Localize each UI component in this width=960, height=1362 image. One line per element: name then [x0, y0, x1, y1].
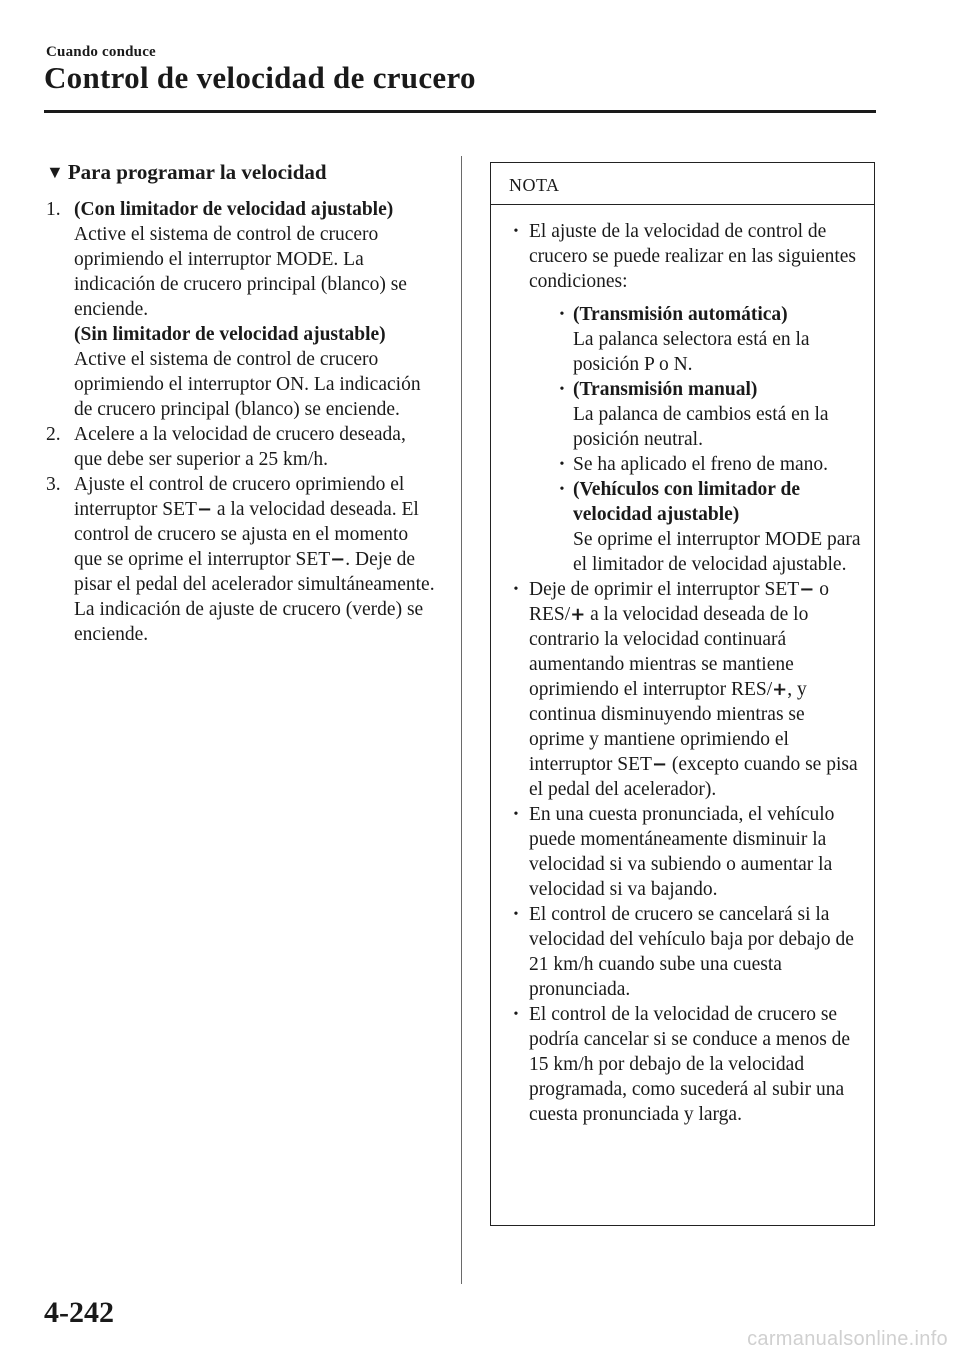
bullet-icon: • [559, 457, 565, 472]
condition-title: (Vehículos con limitador de velocidad ajustable) [573, 479, 800, 525]
step-text-part: a la velocidad deseada. El control de crucero se ajusta en el momento que se oprime el interruptor SET [74, 499, 419, 570]
step-number: 1. [46, 199, 61, 220]
subsection-heading [46, 160, 438, 185]
res-plus-icon: + [772, 679, 788, 700]
page-title: Control de velocidad de crucero [44, 60, 476, 95]
note-text [529, 577, 864, 802]
note-label: NOTA [491, 163, 874, 205]
page-number: 4-242 [44, 1296, 114, 1329]
note-text-part: Deje de oprimir el interruptor SET [529, 579, 800, 600]
set-minus-icon: − [799, 579, 815, 600]
note-bullet [503, 902, 864, 1002]
condition-heading: (Con limitador de velocidad ajustable) [74, 199, 394, 220]
res-plus-icon: + [570, 604, 586, 625]
step-2 [46, 422, 438, 472]
step-1 [46, 197, 438, 422]
note-bullet [503, 577, 864, 802]
step-number: 2. [46, 424, 61, 445]
condition-list [551, 302, 864, 577]
step-text: Active el sistema de control de crucero oprimiendo el interruptor MODE. La indicación de crucero principal (blanco) se enciende. [74, 224, 407, 320]
step-3 [46, 472, 438, 647]
set-minus-icon: − [196, 499, 213, 520]
note-box [490, 162, 875, 1226]
condition-text: La palanca de cambios está en la posición neutral. [573, 404, 829, 450]
note-bullet [503, 1002, 864, 1127]
bullet-icon: • [559, 382, 565, 397]
note-text: El ajuste de la velocidad de control de crucero se puede realizar en las siguientes condiciones: [529, 221, 857, 292]
note-text: El control de la velocidad de crucero se podría cancelar si se conduce a menos de 15 km/h por debajo de la velocidad programada, como sucederá al subir una cuesta pronunciada y larga. [529, 1004, 851, 1125]
condition-item [551, 477, 864, 577]
bullet-icon: • [559, 482, 565, 497]
left-column [46, 160, 438, 647]
step-body [74, 197, 438, 422]
condition-title: (Transmisión automática) [573, 304, 788, 325]
note-text: El control de crucero se cancelará si la velocidad del vehículo baja por debajo de 21 km/h cuando sube una cuesta pronunciada. [529, 904, 854, 1000]
triangle-down-icon: ▼ [46, 162, 64, 182]
condition-item [551, 302, 864, 377]
bullet-icon: • [513, 907, 519, 922]
note-text: En una cuesta pronunciada, el vehículo puede momentáneamente disminuir la velocidad si va subiendo o aumentar la velocidad si va bajando. [529, 804, 835, 900]
step-text: Active el sistema de control de crucero oprimiendo el interruptor ON. La indicación de crucero principal (blanco) se enciende. [74, 349, 421, 420]
step-text-part: . Deje de pisar el pedal del acelerador simultáneamente. La indicación de ajuste de crucero (verde) se enciende. [74, 549, 435, 645]
note-bullet [503, 219, 864, 577]
watermark: carmanualsonline.info [747, 1328, 948, 1350]
note-text-part: , y continua disminuyendo mientras se oprime y mantiene oprimiendo el interruptor SET [529, 679, 807, 775]
set-minus-icon: − [330, 549, 346, 570]
step-number: 3. [46, 474, 61, 495]
bullet-icon: • [559, 307, 565, 322]
subsection-heading-text: Para programar la velocidad [67, 160, 327, 184]
bullet-icon: • [513, 807, 519, 822]
condition-text: Se oprime el interruptor MODE para el limitador de velocidad ajustable. [573, 529, 861, 575]
condition-text: Se ha aplicado el freno de mano. [573, 454, 829, 475]
step-text: Acelere a la velocidad de crucero deseada, que debe ser superior a 25 km/h. [74, 424, 406, 470]
note-text-part: o RES/ [529, 579, 829, 625]
condition-title: (Transmisión manual) [573, 379, 758, 400]
bullet-icon: • [513, 582, 519, 597]
note-body [491, 205, 874, 1127]
section-label: Cuando conduce [46, 44, 156, 60]
note-text-part: a la velocidad deseada de lo contrario la velocidad continuará aumentando mientras se mantiene oprimiendo el interruptor RES/ [529, 604, 809, 700]
bullet-icon: • [513, 224, 519, 239]
bullet-icon: • [513, 1007, 519, 1022]
note-text-part: (excepto cuando se pisa el pedal del acelerador). [529, 754, 858, 800]
column-divider [461, 156, 462, 1284]
note-bullet [503, 802, 864, 902]
condition-item [551, 377, 864, 452]
condition-item [551, 452, 864, 477]
set-minus-icon: − [651, 754, 668, 775]
title-divider [44, 110, 876, 113]
step-text [74, 472, 438, 647]
condition-text: La palanca selectora está en la posición P o N. [573, 329, 810, 375]
step-text-part: Ajuste el control de crucero oprimiendo el interruptor SET [74, 474, 405, 520]
condition-heading: (Sin limitador de velocidad ajustable) [74, 324, 386, 345]
